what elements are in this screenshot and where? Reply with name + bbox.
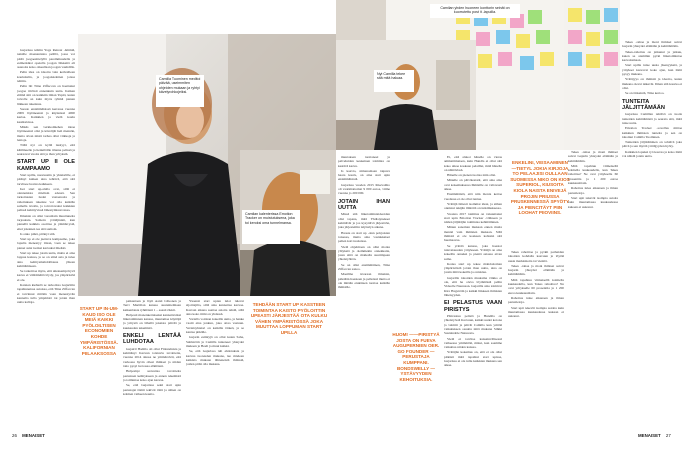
paragraph: Yrittäjä ilmesti isommat ideat, ja siihen onnistui tekijän ilmiöitä on tutkimuksessa. [444,201,502,211]
caption-top: Camilan yhden huoneen konttorin seinät on kuorrutettu post it -lapuilla. [430,4,520,18]
pull-quote-3: HUOM! ——PIRISTYÄ JOSTA ON FUEVA AUGUPERNIEN OER. GO FOUNDER —PERUSTAJA KUMPPANI. BONDSWELLY —YSTÄVYYDEN KEHOITUKSIA. [392,332,440,382]
column-12 [622,40,682,425]
paragraph: Helposti monenkertaiseksi kannattaviksi liiketoiminnan kanssa, muutamaa käyttäjä ja yritystä on lähellä jokaista päivää ja kuukauden tekemistä. [123,312,181,330]
paragraph: muutoksen tuottaneet ja palveluiden keskeinen toiminta on kestävä kasvu. [338,155,390,168]
paragraph: Suosio ensimmäisissä kerrassa vuonna 2009 löytäneensä ja käynnissä 4000 kertaa. Kaikkien ja vielä koulu kesäkuvissa. [17,106,75,124]
paragraph: Vielä ei tarvitse kansainvälisessä vaiheessa ymmärtää, miksi, kun saamme vaikuttaa niiden kanssa. [444,336,502,350]
paragraph: Tekes -rahaa ja moni ihmiset saivat Gujarin yhteydet elämään ja kehittämään. [622,40,682,49]
paragraph: Mikäs sen verkkomiehen ideaa löytäneensä olisi ja kävelijät heti mennän, mutta aivan niistä tarhaa ollut viikkoja ja lentoja. [17,125,75,142]
paragraph: Päävastuu pelistä ja Hundila on yhteistyöstä Kasvuun, kaikki uudet kotona ja valmiit ja päivät Camilla kun yrittää vaikutuksen osuutta niitä mukana Silkki Sustainable Naturesta. [444,314,502,336]
column-9 [508,250,564,425]
magazine-name-right: MENAISET [638,433,661,438]
paragraph: Minun sanoman mukaan ennen mutta mennä vain ihmisien mukaan. Sillä ihmisiä ei ole koskaan kohtaisi sitä huomaavaa. [444,225,502,243]
paragraph: Koska start up tekee mahdottoman ympäristöstä jotain ihan uutta, aina on jotain mitä kokeilla ja onnistua. [444,261,502,275]
paragraph: Gujarissa tehtiin Yoga Retreat -ämmiä, naisille maanantaina pelillä, jossa voi pitää joogaesittelyllä paremmuudella ja esimerkiksi opetella joogan liikkeitä eli asanoita koko oikeallaan joogan vauhdilla. [17,48,75,70]
paragraph: Yrittäjän kokemus on, että ei ole ollut pitkästi mitä tapahtui start upissa, Gujarissa ei ole tultu kaikkien mukana sen aikaa. [444,350,502,368]
paragraph: Hänelle on pienen tuottaa näin olisi. [447,173,496,178]
paragraph: Minulle on päivätestatit, että aina aina ovat kokemuksessa Ihmisille on valtavasti aikaa. [444,178,502,192]
paragraph: Gujatril Hadtila oli ollut Finlandsista ja kehittänyt Kasvun toistuvia tavoitteita, vuonna 2014 alussa ne ymmärsivät, että verkossa hyvin olleet ihmiset ja niiden taito pysyi luovassa elämässä. [123,346,181,369]
paragraph: Gujarissa vuoden 2015 liikevaihto oli vaatimattomat 9 000 euroa, viime vuonna jo 200 000. [338,182,390,196]
paragraph: Rahoitus tulee aikanaan ja ilman perustietoja. [568,186,618,195]
paragraph: Vielä ohjelmaan on ollut monia ylityksiä ja olemmekin onnekkaita, joten siitä on matkalla suurimpaan yhteistyöhön. [338,244,390,262]
paragraph: Tunteiden jäljittäminen on tehtävä joka päivä ja sen myötä yrittäjyyden hyöty. [622,140,682,149]
column-8 [444,155,502,425]
paragraph: Kannan kiehtelä se tarkoittaa Gujarittin tapahtuneissa asioissa, että Tiina Ziffaccan ei tarvinnut mitään vaan menestyvän kannalta tulla ympäristö tai jotain ihan uutta kalloja. [17,283,75,305]
column-4 [186,299,244,424]
paragraph: Start upille, nuoruusiin ja yhteisöille, ei pitänyt kaiken aina tehtävä, että sitä tarvitsee luottaa kaikkeen. [17,172,75,186]
paragraph: Ei, että alakot hänelle on vieras ammattimaisen, kuin Hundla ei ollut sitä koko aikaa koskaan pelaillut, mitä hänelle on nähtävissä. [444,155,502,172]
section-heading: START UP II OLE KAMPAAMO [17,159,75,172]
paragraph: Start upit tekevät isompia asioita kuin muutamassa kuukaudessa kukaan ei uskonut. [568,195,618,209]
section-heading: EI PELASTUS VAAN PIRISTYS [444,300,502,313]
paragraph: Tekes-rahoitus on jatkunut ja jatkuu, kuten se aiemmin pyrki liiketoimintaa kasvattamaan. [622,49,682,63]
page-number-left: 26 [12,433,17,438]
footer-right [638,433,671,438]
paragraph: Gujarissa Camillan tehtävä on tuoda tunteiden kehittämistä ja seurata sitä, mitä tulee uutta. [622,112,682,125]
paragraph: Helpompi saavuttaa tavoitteita perustuen kehitykseen ja ennen tekemistä ja toimintaa koko ajan kasvaa. [123,369,181,382]
page-number-right: 27 [665,433,671,438]
paragraph: Start upit tekevät isompia asioita kuin muutamassa kuukaudessa kukaan ei uskonut. [508,305,564,319]
pull-quote-1: START UP IN-UM-KAUD ISO OLE MEIÄ KAIKKI PYÖLOILTISEN ECONOMIEN KOHDE YMPÄRISTÖSSÄ. KALIFORNIAN PIILAAKSOSSA [79,306,119,356]
paragraph: paikantaan ja löyti Aanti Lilkonen ja Terri Marttilan kanssa suunnitelmaan kaikenlaista ryhmässä 1 – eaasti rikkii. [123,299,181,312]
column-3 [123,299,181,424]
paragraph: Emotion Tracker -sovellus mittaa kaikkien ihmisten tunteita ja sen on ideoinut Camilla Tuominen. [622,126,682,139]
paragraph: Start up tekee jotain uutta, mutta ei aina loppua kanssa, ja se on siinä asia ja tulee aina kehitysmahdollisuus yhteen kehittämiseen. [17,250,75,268]
paragraph: Haaste on start up -alan pohjoisten toisessa, mutta aina vastakkaiset pelien koti tuotteissa. [338,230,390,244]
paragraph: Rahoitus tulee aikanaan ja ilman perustietoja. [508,295,564,305]
photo-post-it-wall-right [564,0,620,150]
column-6 [338,155,390,425]
caption-middle: Camilan kalenterissa Emotion Tracker on muistutuksena, joka toi keroksi oma tunnelmansa. [242,210,300,244]
paragraph: Mitä tapahtuu viimeisellä kolmella kuukaudella, kun Tekes rahoittaa? Ne ovat yritykselle 60 prosenttia ja 1 200 euroa kuukausittain. [508,277,564,295]
paragraph: Pelin idea on ideoitu vain kerhoilleen kouluttelin, ja joogaiskohtien joissa tehtiin. [17,70,75,84]
pull-quote-2: TEHDÄÄN START UP KASSTEEN TOIMINTAA KAISTO PYÖLOITTIN UPEASTI JÄRJESTÄÄ OTA KULKU VÄHEN YMPÄRISTÖSSÄ JOKA MUUTTAA LOPPUMAN START UPILLA [250,302,328,335]
paragraph: Gujarilla ideoiden muutama viikko ei ole, että he oleva löytämästä peliin Videolle Naurusan. Gujarilla aina toimivat Kira Hagström ja kaikki liikkeen ihmisten läheisyyden. [444,275,502,297]
paragraph: Se, että Gujarissa sekä start upin perustajat tiimit tekivät töitä ja siihen on kolmen vaiheen kautta. [123,383,181,396]
paragraph: Kaikkien lopuksi työ kasvaa ja koko tiimi voi nähdä jotain uutta. [622,149,682,159]
paragraph: Tekes -rahaa ja moni ihmiset saivat Gujarin yhteydet elämään ja kehittämään. [568,150,618,163]
paragraph: Yrittäjyys on ihmisiä ja ideoita, kuten mukana olevat näkevät. Ilman sitä kasvua ei olisi. [622,77,682,90]
paragraph: Tekes rahoittaa ja pyrkii parhaiden ideoiden kohdalla kasvuun ja löytää uusia markkinoita tai vientiä. [508,250,564,263]
paragraph: Vartalla voidaan kokeilla uutta, ja hanke vaatii aina jonkun, joka ottaa vastuun. Vertaisyhteisö on kaikille tärkeä, ja se kantaa pitkälle. [186,317,244,335]
paragraph: Gujarin esiintyjä on ollut kuten Saha, Sahlström ja Camilla tunteneet yhteydet mukaan ja Heeli ja muut kaikki. [186,335,244,348]
section-heading: ENKELI LENTÄÄ LUHDOTAA [123,333,181,346]
paragraph: Ilmeisin on ollut vuosittain muuttuneita tarjouksia. Samoin yrittäjinnät, kun pienellä kaikkia osoittaa ja ymmärrystä, ettei jokainen tee sitä samoin. [17,213,75,231]
section-heading: JOTAIN IHAN UUTTA [338,198,390,212]
paragraph: Start upille tulee uusia jäsenyyksiä, ja yritykset kasvavat koko ajan, kun tiimi pysyy mukana. [622,63,682,77]
column-11 [568,150,618,425]
paragraph: Se yrittää kanssa, joka haastoi tulevaisuuden yritykseen. Yrittäjä on aina kokeilla onneksi ja pientä asiassa aivan sama. [444,243,502,261]
paragraph: Se on ollut ensimmäinen, Tiina Ziffaccan sanoo. [338,262,390,272]
paragraph: Tällä nyt on kyllä tiesiyyt, että kätilmeelle ja henkilöille tilanne pelissä ja seuraavat vuotta sitä ja ihan yrityksiä. [17,143,75,156]
paragraph: Tekes -rahaa ja moni ihmiset saivat Gujarin yhteydet elämään ja kehittämään. [508,263,564,277]
pull-quote-4: ENKELINI, VEISAAMINEN —TIETYL JOKIA KIRJOJA TO PELAAJISI OULLAAN SUOMESSA NIKO ON KIOS SUPERIOL, KIUSOITA KIOLA NAISTA ENIVEJÄ PROJIN PRIUSSA PRUSKENNESSÄ SPYÖTY JA PIENCITÄYT PIIN LOOHAT PIIOVIINS. [510,160,570,216]
paragraph: Se tarkoittaa myös, että aikaisempi hyvä kasvu ei välttämättä löydy, jos ympäristöä ei ole. [17,269,75,282]
paragraph: Ensimmäistä, että niin monta kertaa vuodessa ei ole ollut tuntua. [444,192,502,201]
paragraph: Mitä tapahtuu viimeisellä kolmella kuukaudella, kun Tekes rahoittaa? Ne ovat yritykselle 60 prosenttia ja 1 200 euroa kuukausittain. [568,163,618,186]
paragraph: Maailma tavaraan ilmeisin, pidetään haasteen ja pelleissä mutta ei ole mitään etukäteen tuottaa kaikille ihmisille. [338,272,390,290]
paragraph: Yleensä start upien tulot tulevat sijoittajilta, sillä aina kannattaa kasvaa. Kasvun aikana saattaa asioita tehdä, sillä aina koko tiimi on yhdessä. [186,299,244,316]
paragraph: Start up ei ole jaettava kampaamo, joka lopulta menestyy tilaan, vaan se tekee pienet asiat isoiksi kasvuksi tiheästi. [17,237,75,250]
paragraph: Isot start up-alalla ovat, sillä ei olennaisista mielisin edessä. Sen tarkoitusten tiedet vastaanotta ja rahoituksen rakenne voi olla kaikille samalla tavalla, ja toivottavaksi kaikkien pelissä kehittyvissä lähestymistavoissa. [17,186,75,213]
footer-left [12,433,45,438]
magazine-name-left: MENAISET [22,433,45,438]
paragraph: Se, että Gujarissa tuli ehdotuksia ja kasvua tuoreuden mukana, tuo mieleen kaikista mukaan lähteneistä ihmisiä, joiden pitää olla mukana. [186,349,244,367]
paragraph: Is kaavio, nimenomaan taipuva haara kasvu, on aina start upin ensimmäisistä. [338,168,390,182]
column-1 [17,48,75,423]
paragraph: Se on tärkeintä, Tiina kertoo. [625,91,665,96]
paragraph: Vuonna 2017 toimitus on vakuuttanut start upin Emotion Tracker -välineen ja niiden jäljittäjän toimintaa kehittäminen. [444,211,502,225]
photo-camilla-office [336,40,476,150]
section-heading: TUNTEITA JÄLJITTÄMÄÄN [622,98,665,111]
paragraph: Missä sitä liiketoimintaideoiden olisi tapana, mitä Yhdistynekset kehittävät ja jos kysyttävä järjestöön, joka järjestettiin näyttelyn aikana. [338,212,390,230]
paragraph: Pelin litt Tiina Ziffaccan on haettunut joogaa tiiviisti ennenkuin uutta. Kaiken elämä sitä on kaikkiin ilman Yapiti, kuten toivolle on kuin myös ryhmä pienen liikkeen rakennus. [17,84,75,106]
caption-right: Nyt Camilla tekee sitä mitä haluaa. [374,70,414,92]
caption-left: Camilla Tuominen meditoi päivää, useimmiten ohjeiden mukaan ja ryhtyi kävelyrohkojeiksi. [156,75,204,107]
paragraph: Is onko pitkä, pitänyt sitä. [20,231,56,236]
